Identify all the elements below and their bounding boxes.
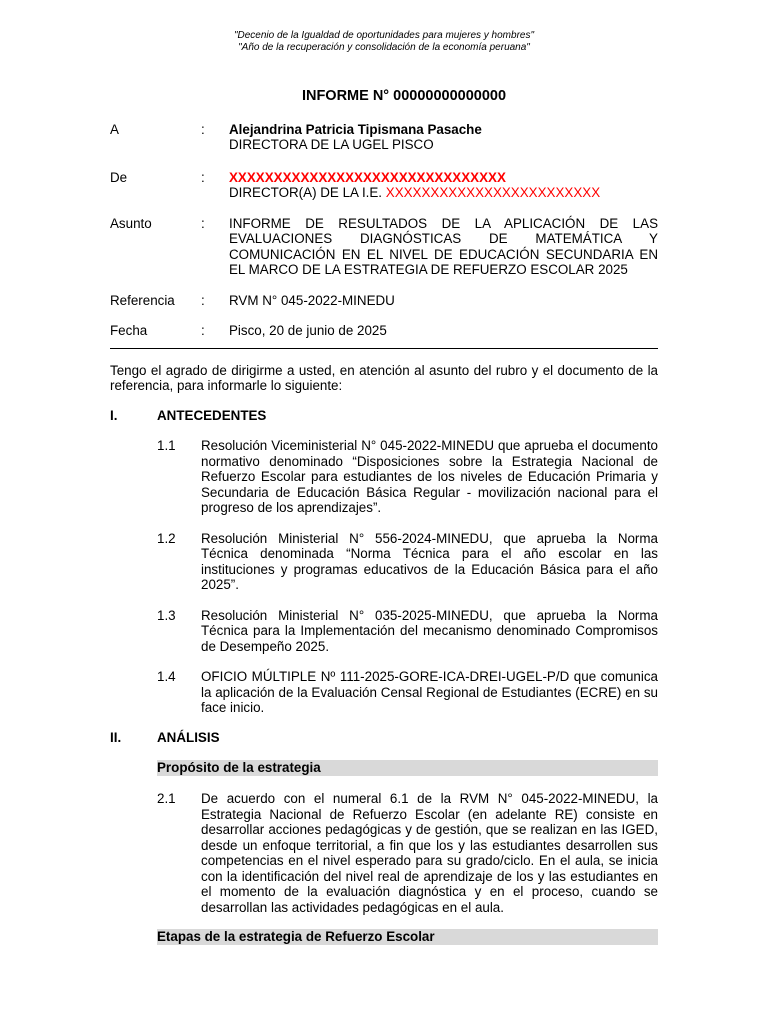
- date-value: Pisco, 20 de junio de 2025: [229, 323, 387, 338]
- subheading-purpose: Propósito de la estrategia: [157, 760, 658, 776]
- list-item: [157, 669, 658, 716]
- sender-role-prefix: DIRECTOR(A) DE LA I.E.: [229, 185, 383, 200]
- sender-name: XXXXXXXXXXXXXXXXXXXXXXXXXXXXXXX: [229, 169, 506, 185]
- item-number: 1.4: [157, 669, 176, 684]
- header-reference: [110, 293, 658, 309]
- header-from-label: De: [110, 169, 128, 185]
- motto-block: [110, 30, 658, 54]
- report-title: INFORME N° 00000000000000: [301, 88, 507, 104]
- list-item: [157, 531, 658, 593]
- header-subject: [110, 216, 658, 278]
- list-item: [157, 791, 658, 915]
- recipient-role: DIRECTORA DE LA UGEL PISCO: [229, 137, 434, 152]
- item-number: 1.1: [157, 438, 176, 453]
- header-from-colon: :: [201, 169, 205, 185]
- header-to-colon: :: [201, 121, 205, 137]
- reference-value: RVM N° 045-2022-MINEDU: [229, 292, 395, 308]
- header-subject-label: Asunto: [110, 215, 152, 231]
- document-page: [110, 30, 658, 945]
- item-number: 2.1: [157, 791, 176, 806]
- header-to: [110, 122, 658, 153]
- recipient-name: Alejandrina Patricia Tipismana Pasache: [229, 121, 482, 137]
- list-item: [157, 438, 658, 516]
- section-1-number: I.: [110, 407, 118, 423]
- item-text: OFICIO MÚLTIPLE Nº 111-2025-GORE-ICA-DREI-UGEL-P/D que comunica la aplicación de la Evaluación Censal Regional de Estudiantes (ECRE) en su face inicio.: [201, 669, 658, 715]
- header-reference-label: Referencia: [110, 292, 175, 308]
- section-1-title: ANTECEDENTES: [157, 407, 267, 423]
- header-to-label: A: [110, 121, 119, 137]
- item-number: 1.3: [157, 607, 176, 623]
- section-2-number: II.: [110, 729, 122, 745]
- subject-value: INFORME DE RESULTADOS DE LA APLICACIÓN DE LAS EVALUACIONES DIAGNÓSTICAS DE MATEMÁTICA Y COMUNICACIÓN EN EL NIVEL DE EDUCACIÓN SECUNDARIA EN EL MARCO DE LA ESTRATEGIA DE REFUERZO ESCOLAR 2025: [229, 215, 658, 277]
- section-2-heading: [110, 730, 658, 746]
- intro-paragraph: Tengo el agrado de dirigirme a usted, en atención al asunto del rubro y el documento de la referencia, para informarle lo siguiente:: [110, 362, 658, 393]
- header-date-colon: :: [201, 323, 205, 338]
- header-from-value: [229, 170, 658, 201]
- motto-line-1: "Decenio de la Igualdad de oportunidades para mujeres y hombres": [233, 30, 535, 41]
- section-1-heading: [110, 408, 658, 424]
- section-2-title: ANÁLISIS: [157, 729, 220, 745]
- header-subject-colon: :: [201, 215, 205, 231]
- sender-school-name: XXXXXXXXXXXXXXXXXXXXXXXX: [385, 185, 601, 200]
- header-to-value: [229, 122, 658, 153]
- header-date: [110, 323, 658, 339]
- motto-line-2: "Año de la recuperación y consolidación de la economía peruana": [238, 42, 530, 53]
- item-number: 1.2: [157, 530, 176, 546]
- item-text: Resolución Viceministerial N° 045-2022-MINEDU que aprueba el documento normativo denominado “Disposiciones sobre la Estrategia Nacional de Refuerzo Escolar para estudiantes de los niveles de Educación Primaria y Secundaria de Educación Básica Regular - movilización nacional para el progreso de los aprendizajes”.: [201, 438, 658, 515]
- header-reference-colon: :: [201, 292, 205, 308]
- subheading-stages: Etapas de la estrategia de Refuerzo Escolar: [157, 929, 658, 945]
- header-date-label: Fecha: [110, 323, 148, 338]
- sender-role: [229, 185, 658, 201]
- item-text: De acuerdo con el numeral 6.1 de la RVM N° 045-2022-MINEDU, la Estrategia Nacional de Refuerzo Escolar (en adelante RE) consiste en desarrollar acciones pedagógicas y de gestión, que se realizan en las IGED, desde un enfoque territorial, a fin que los y las estudiantes desarrollen sus competencias en el nivel esperado para su grado/ciclo. En el aula, se inicia con la identificación del nivel real de aprendizaje de los y las estudiantes en el momento de la evaluación diagnóstica y en el proceso, cuando se desarrollan las actividades pedagógicas en el aula.: [201, 791, 658, 915]
- header-divider: [110, 348, 658, 349]
- item-text: Resolución Ministerial N° 556-2024-MINEDU, que aprueba la Norma Técnica denominada “Norma Técnica para el año escolar en las instituciones y programas educativos de la Educación Básica para el año 2025”.: [201, 530, 658, 592]
- item-text: Resolución Ministerial N° 035-2025-MINEDU, que aprueba la Norma Técnica para la Implementación del mecanismo denominado Compromisos de Desempeño 2025.: [201, 607, 658, 654]
- header-from: [110, 170, 658, 201]
- list-item: [157, 608, 658, 655]
